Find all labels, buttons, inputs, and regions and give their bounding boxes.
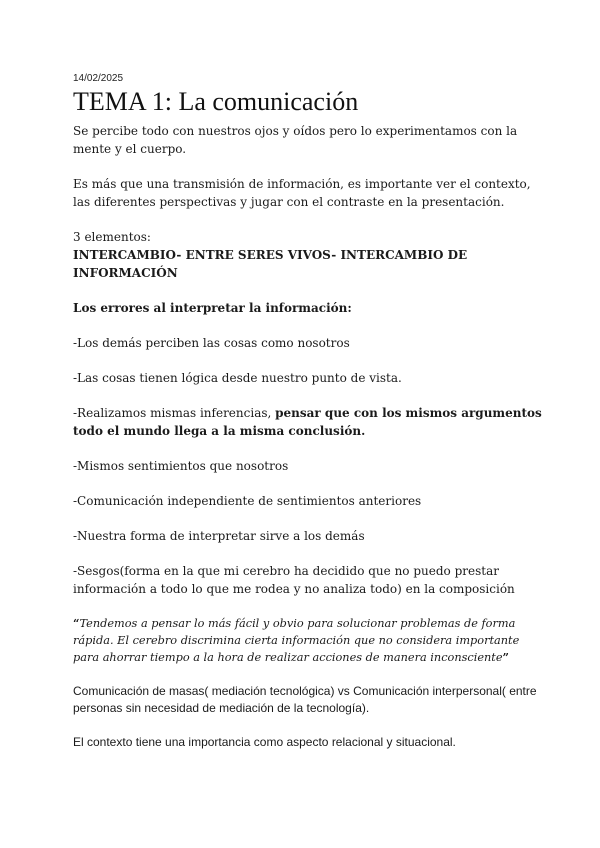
elements-list: INTERCAMBIO- ENTRE SERES VIVOS- INTERCAMBIO DE INFORMACIÓN <box>73 248 468 280</box>
error-item: -Nuestra forma de interpretar sirve a los demás <box>73 529 365 543</box>
error-item <box>73 404 543 440</box>
error-item: -Las cosas tienen lógica desde nuestro punto de vista. <box>73 371 402 385</box>
definition-paragraph: Es más que una transmisión de información, es importante ver el contexto, las diferentes perspectivas y jugar con el contraste en la presentación. <box>73 177 531 209</box>
error-item: -Sesgos(forma en la que mi cerebro ha decidido que no puedo prestar información a todo lo que me rodea y no analiza todo) en la composición <box>73 564 515 596</box>
errors-heading: Los errores al interpretar la información: <box>73 301 352 315</box>
quote-close-mark: ” <box>502 650 510 664</box>
intro-paragraph: Se percibe todo con nuestros ojos y oídos pero lo experimentamos con la mente y el cuerpo. <box>73 124 518 156</box>
document-date: 14/02/2025 <box>73 73 124 84</box>
error-item: -Los demás perciben las cosas como nosotros <box>73 336 350 350</box>
elements-label: 3 elementos: <box>73 230 151 244</box>
error-item-emphasis: pensar que con los mismos argumentos todo el mundo llega a la misma conclusión. <box>73 406 542 438</box>
error-item: -Comunicación independiente de sentimientos anteriores <box>73 494 422 508</box>
error-item-text: -Realizamos mismas inferencias, <box>73 406 276 420</box>
document-page <box>73 72 543 751</box>
quote-text: Tendemos a pensar lo más fácil y obvio para solucionar problemas de forma rápida. El cerebro discrimina cierta información que no considera importante para ahorrar tiempo a la hora de realizar acciones de manera inconsciente <box>73 617 520 664</box>
error-item: -Mismos sentimientos que nosotros <box>73 459 289 473</box>
quote-open-mark: “ <box>73 616 80 630</box>
document-title: TEMA 1: La comunicación <box>73 87 359 116</box>
context-paragraph: El contexto tiene una importancia como aspecto relacional y situacional. <box>73 735 456 749</box>
mass-communication-paragraph: Comunicación de masas( mediación tecnológica) vs Comunicación interpersonal( entre personas sin necesidad de mediación de la tecnología). <box>73 684 537 715</box>
quote-block <box>73 615 543 666</box>
